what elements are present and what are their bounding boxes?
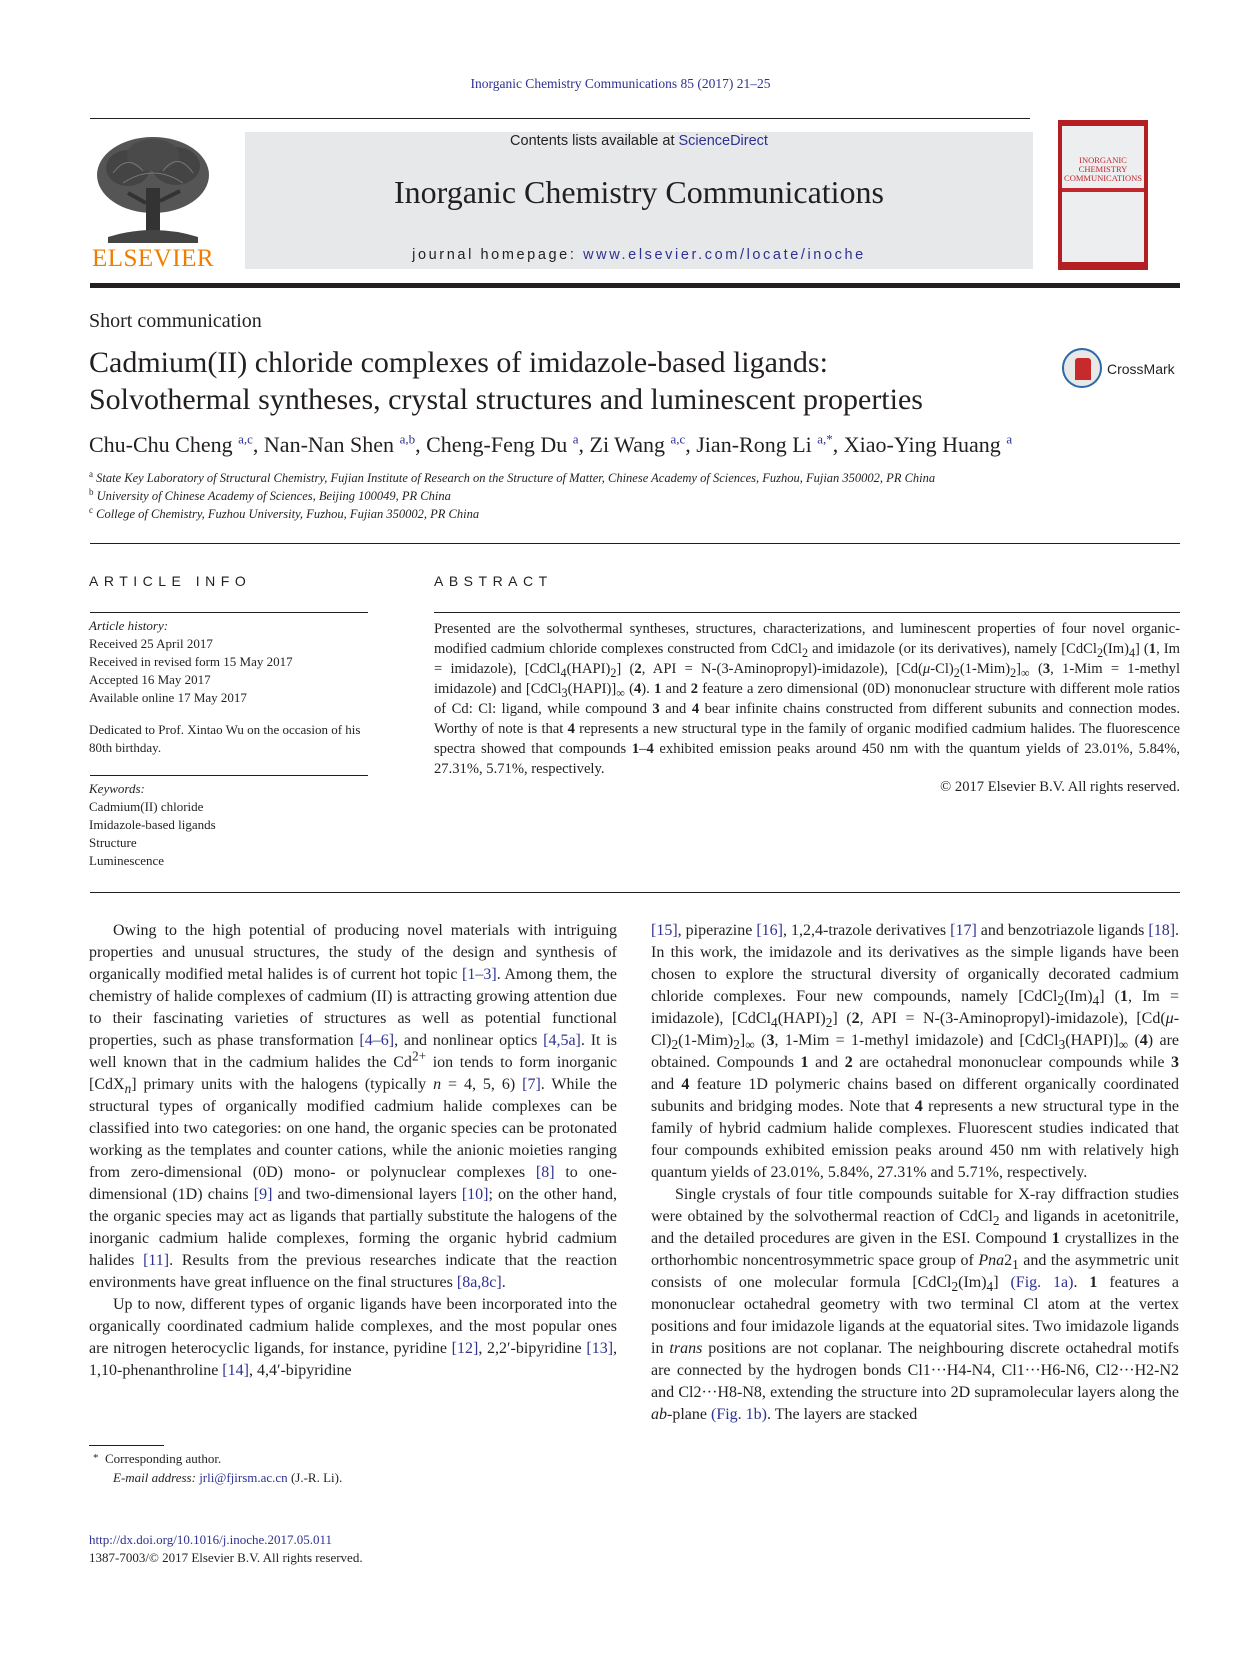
dedication: Dedicated to Prof. Xintao Wu on the occasion of his 80th birthday.	[89, 722, 361, 755]
history-label: Article history:	[89, 618, 169, 633]
author-affiliation-link[interactable]: a,*	[817, 431, 833, 447]
citation-link[interactable]: [16]	[756, 922, 783, 939]
article-type: Short communication	[89, 310, 262, 332]
author-affiliation-link[interactable]: a,b	[399, 431, 416, 447]
history-item: Available online 17 May 2017	[89, 690, 247, 705]
corresponding-note: * Corresponding author.	[93, 1451, 222, 1466]
email-note: E-mail address: jrli@fjirsm.ac.cn (J.-R. Li).	[113, 1470, 343, 1485]
journal-cover-thumbnail[interactable]	[1058, 120, 1148, 270]
affiliation-rule	[90, 543, 1180, 544]
author-affiliation-link[interactable]: a,c	[238, 431, 253, 447]
history-item: Received in revised form 15 May 2017	[89, 654, 293, 669]
keyword: Cadmium(II) chloride	[89, 799, 204, 814]
body-column-left	[89, 920, 617, 1382]
citation-link[interactable]: [18]	[1148, 922, 1176, 939]
citation-link[interactable]: [4,5a]	[543, 1032, 581, 1049]
abstract-copyright: © 2017 Elsevier B.V. All rights reserved.	[940, 779, 1180, 795]
history-item: Accepted 16 May 2017	[89, 672, 211, 687]
citation-link[interactable]: [14]	[222, 1362, 249, 1379]
body-paragraph: Up to now, different types of organic ligands have been incorporated into the organically coordinated cadmium halide complexes, and the most popular ones are nitrogen heterocyclic ligands, for instance, pyridine [12], 2,2′-bipyridine [13], 1,10-phenanthroline [14], 4,4′-bipyridine	[89, 1296, 618, 1379]
citation-link[interactable]: [12]	[451, 1340, 479, 1357]
article-title	[89, 344, 1059, 418]
body-rule	[90, 892, 1180, 893]
author-affiliation-link[interactable]: a	[572, 431, 579, 447]
affiliation: $^c$ College of Chemistry, Fuzhou University, Fuzhou, Fujian 350002, PR China	[89, 504, 480, 521]
keyword: Luminescence	[89, 853, 165, 868]
abstract-body: Presented are the solvothermal syntheses, structures, characterizations, and luminescent properties of four novel organic-modified cadmium chloride complexes constructed from CdCl$_2$ and imidazole (or its derivatives), namely $[CdCl_2(Im)_4]$ (1, Im = imidazole), $[CdCl_4(HAPI)_2]$ (2, API = N-(3-Aminopropyl)-imidazole), $[Cd(\mu-Cl)_2(1-Mim)_2]_\infty$ (3, 1-Mim = 1-methyl imidazole) and $[CdCl_3(HAPI)]_\infty$ (4). 1 and 2 feature a zero dimensional (0D) mononuclear structure with different mole ratios of Cd: Cl: ligand, while compound 3 and 4 bear infinite chains constructed from different subunits and connection modes. Worthy of note is that 4 represents a new structural type in the family of organic modified cadmium halides. The fluorescence spectra showed that compounds 1–4 exhibited emission peaks around 450 nm with the quantum yields of 23.01%, 5.84%, 27.31%, 5.71%, respectively.	[434, 621, 1181, 777]
affiliation: $^a$ State Key Laboratory of Structural Chemistry, Fujian Institute of Research on the Structure of Matter, Chinese Academy of Sciences, Fuzhou, Fujian 350002, PR China	[89, 468, 936, 485]
body-paragraph: Owing to the high potential of producing novel materials with intriguing properties and unusual structures, the study of the design and synthesis of organically modified metal halides is of current hot topic [1–3]. Among them, the chemistry of halide complexes of cadmium (II) is attracting growing attention due to their fascinating varieties of structures as well as potential functional properties, such as phase transformation [4–6], and nonlinear optics [4,5a]. It is well known that in the cadmium halides the $Cd^{2+}$ ion tends to form inorganic [CdX$_n$] primary units with the halogens (typically n = 4, 5, 6) [7]. While the structural types of organically modified cadmium halide complexes can be classified into two categories: on one hand, the organic species can be protonated working as the templates and counter cations, while the anionic moieties ranging from zero-dimensional (0D) mono- or polynuclear complexes [8] to one-dimensional (1D) chains [9] and two-dimensional layers [10]; on the other hand, the organic species may act as ligands that partially substitute the halogens of the inorganic cadmium halide complexes, forming the organic hybrid cadmium halides [11]. Results from the previous researches indicate that the reaction environments have great influence on the final structures [8a,8c].	[89, 922, 618, 1291]
contents-line	[245, 133, 1033, 149]
author: Xiao-Ying Huang $^a$	[843, 431, 1013, 457]
title-line-1: Cadmium(II) chloride complexes of imidazole-based ligands:	[89, 346, 828, 379]
abstract-rule	[434, 612, 1180, 613]
citation-link[interactable]: [7]	[522, 1076, 541, 1093]
citation-link[interactable]: [15]	[651, 922, 678, 939]
author-list	[89, 432, 1012, 458]
citation-link[interactable]: [9]	[253, 1186, 273, 1203]
issn-copyright: 1387-7003/© 2017 Elsevier B.V. All rights reserved.	[89, 1550, 363, 1565]
keywords-label: Keywords:	[89, 781, 145, 796]
cover-band	[1062, 188, 1144, 192]
abstract-heading: ABSTRACT	[434, 573, 553, 589]
citation-link[interactable]: [4–6]	[359, 1032, 395, 1049]
crossmark-badge[interactable]	[1062, 348, 1182, 392]
citation-link[interactable]: [17]	[950, 922, 977, 939]
title-line-2: Solvothermal syntheses, crystal structures and luminescent properties	[89, 383, 923, 416]
article-info-heading: ARTICLE INFO	[89, 573, 252, 589]
citation-link[interactable]: [8]	[535, 1164, 555, 1181]
affiliation: $^b$ University of Chinese Academy of Sciences, Beijing 100049, PR China	[89, 486, 451, 503]
doi-link[interactable]: http://dx.doi.org/10.1016/j.inoche.2017.05.011	[89, 1532, 333, 1547]
figure-link[interactable]: (Fig. 1a)	[1010, 1274, 1074, 1291]
author: Zi Wang $^{a,c}$,	[589, 431, 697, 457]
footnote	[89, 1449, 589, 1487]
citation-link[interactable]: [10]	[461, 1186, 489, 1203]
author-affiliation-link[interactable]: a	[1006, 431, 1013, 447]
body-column-right	[651, 920, 1179, 1426]
info-rule	[90, 775, 368, 776]
keyword: Structure	[89, 835, 137, 850]
journal-title: Inorganic Chemistry Communications	[393, 174, 884, 210]
footnote-rule	[89, 1445, 164, 1446]
body-paragraph: Single crystals of four title compounds suitable for X-ray diffraction studies were obtained by the solvothermal reaction of CdCl$_2$ and ligands in acetonitrile, and the detailed procedures are given in the ESI. Compound 1 crystallizes in the orthorhombic noncentrosymmetric space group of $Pna2_1$ and the asymmetric unit consists of one molecular formula $[CdCl_2(Im)_4]$ (Fig. 1a). 1 features a mononuclear octahedral geometry with two terminal Cl atom at the vertex positions and four imidazole ligands at the equatorial sites. Two imidazole ligands in trans positions are not coplanar. The neighbouring discrete octahedral motifs are connected by the hydrogen bonds Cl1···H4-N4, Cl1···H6-N6, Cl2···H2-N2 and Cl2···H8-N8, extending the structure into 2D supramolecular layers along the ab-plane (Fig. 1b). The layers are stacked	[651, 1186, 1180, 1423]
cover-title: INORGANIC CHEMISTRY COMMUNICATIONS	[1064, 155, 1142, 183]
doi-block	[89, 1531, 363, 1567]
journal-reference[interactable]: Inorganic Chemistry Communications 85 (2017) 21–25	[470, 76, 771, 91]
citation-link[interactable]: [1–3]	[462, 966, 497, 983]
author: Nan-Nan Shen $^{a,b}$,	[263, 431, 427, 457]
homepage-prefix: journal homepage:	[412, 247, 584, 263]
author-affiliation-link[interactable]: a,c	[670, 431, 686, 447]
sciencedirect-link[interactable]: ScienceDirect	[678, 133, 768, 149]
history-item: Received 25 April 2017	[89, 636, 213, 651]
citation-link[interactable]: [8a,8c]	[456, 1274, 502, 1291]
homepage-line	[245, 247, 1033, 263]
crossmark-icon	[1062, 348, 1102, 388]
email-link[interactable]: jrli@fjirsm.ac.cn	[199, 1470, 288, 1485]
header-rule	[90, 118, 1030, 119]
figure-link[interactable]: (Fig. 1b)	[710, 1406, 767, 1423]
article-history	[89, 617, 379, 707]
author: Jian-Rong Li $^{a,*}$,	[696, 431, 844, 457]
info-rule	[90, 612, 368, 613]
author: Cheng-Feng Du $^a$,	[426, 431, 590, 457]
elsevier-logo	[88, 133, 218, 273]
author: Chu-Chu Cheng $^{a,c}$,	[89, 431, 264, 457]
tree-icon	[88, 133, 218, 243]
masthead-rule	[90, 283, 1180, 288]
contents-prefix: Contents lists available at	[510, 133, 679, 149]
cover-inner	[1062, 126, 1144, 262]
keyword: Imidazole-based ligands	[89, 817, 216, 832]
journal-masthead	[245, 132, 1033, 269]
publisher-logo-text: ELSEVIER	[91, 245, 215, 272]
homepage-link[interactable]: www.elsevier.com/locate/inoche	[583, 247, 866, 263]
body-paragraph: [15], piperazine [16], 1,2,4-trazole derivatives [17] and benzotriazole ligands [18]. In this work, the imidazole and its derivatives as the simple ligands have been chosen to explore the structural diversity of organically decorated cadmium chloride complexes. Four new compounds, namely $[CdCl_2(Im)_4]$ (1, Im = imidazole), $[CdCl_4(HAPI)_2]$ (2, API = N-(3-Aminopropyl)-imidazole), $[Cd(\mu-Cl)_2(1-Mim)_2]_\infty$ (3, 1-Mim = 1-methyl imidazole) and $[CdCl_3(HAPI)]_\infty$ (4) are obtained. Compounds 1 and 2 are octahedral mononuclear compounds while 3 and 4 feature 1D polymeric chains based on different organically coordinated subunits and bridging modes. Note that 4 represents a new structural type in the family of hybrid cadmium halide complexes. Fluorescent studies indicated that four compounds exhibited emission peaks around 450 nm with relatively high quantum yields of 23.01%, 5.84%, 27.31% and 5.71%, respectively.	[651, 922, 1180, 1181]
keywords	[89, 780, 379, 870]
crossmark-label: CrossMark	[1107, 361, 1175, 377]
citation-link[interactable]: [13]	[586, 1340, 614, 1357]
citation-link[interactable]: [11]	[143, 1252, 170, 1269]
